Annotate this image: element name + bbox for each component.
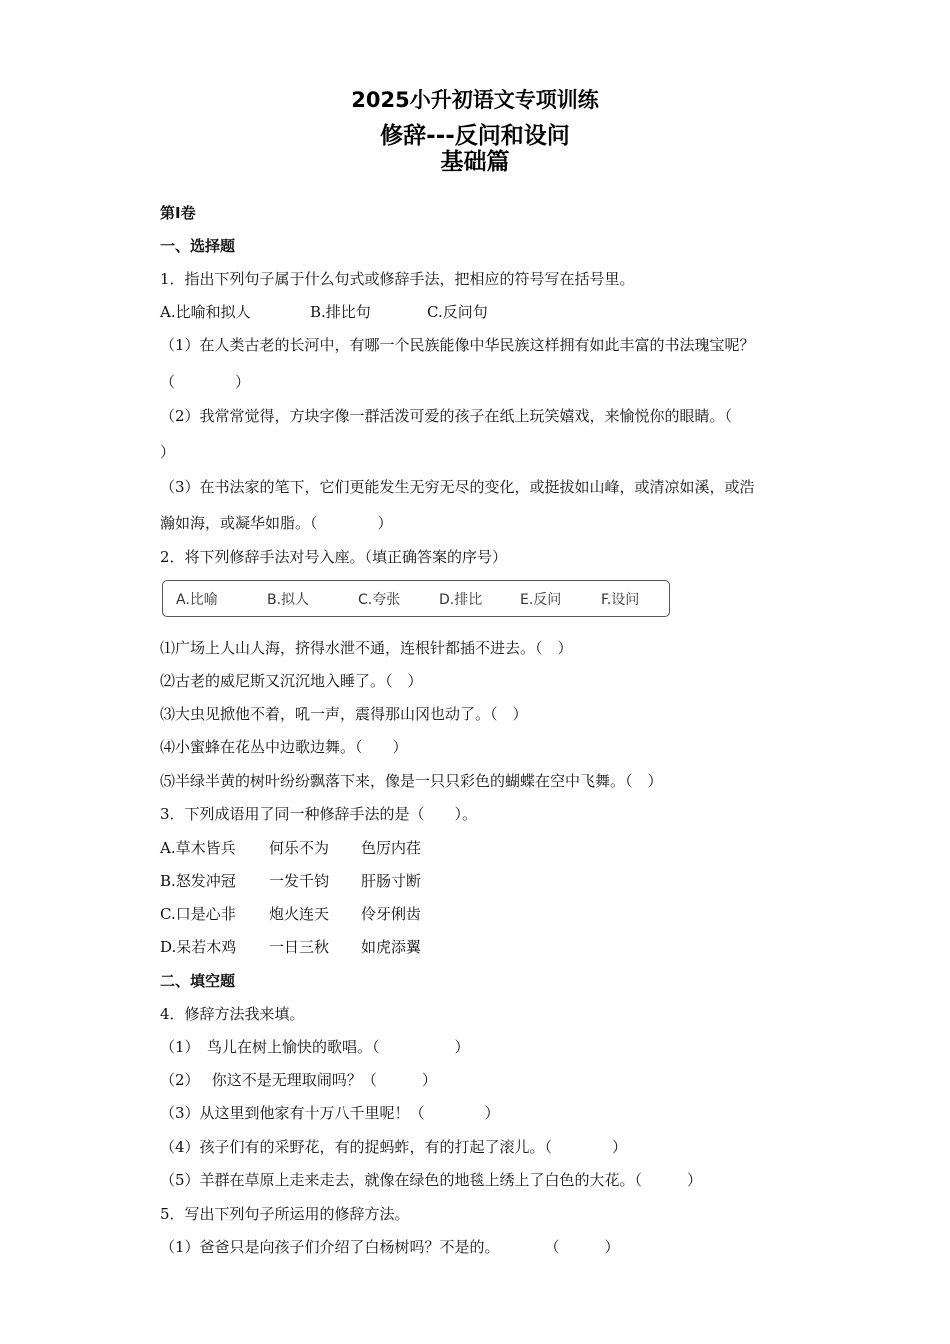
question-1-option-a: A.比喻和拟人: [160, 303, 251, 321]
question-1-stem: 1．指出下列句子属于什么句式或修辞手法，把相应的符号写在括号里。: [160, 270, 635, 288]
question-1-item-1: （1）在人类古老的长河中，有哪一个民族能像中华民族这样拥有如此丰富的书法瑰宝呢？: [160, 336, 755, 354]
options-box: [162, 580, 670, 617]
question-3-row-d-col-3: 如虎添翼: [361, 938, 422, 956]
question-3-row-b-col-1: B.怒发冲冠: [160, 872, 236, 890]
question-1-item-3: （3）在书法家的笔下，它们更能发生无穷无尽的变化，或挺拔如山峰，或清凉如溪，或浩: [160, 478, 755, 496]
question-2-stem: 2．将下列修辞手法对号入座。（填正确答案的序号）: [160, 548, 508, 566]
question-1-option-b: B.排比句: [310, 303, 371, 321]
question-3-stem: 3．下列成语用了同一种修辞手法的是（ ）。: [160, 805, 478, 823]
question-4-stem: 4．修辞方法我来填。: [160, 1005, 305, 1023]
box-option-f: F.设问: [601, 592, 640, 608]
question-4-item-3: （3）从这里到他家有十万八千里呢！（ ）: [160, 1104, 500, 1122]
question-3-row-a-col-1: A.草木皆兵: [160, 839, 236, 857]
question-1-item-2: （2）我常常觉得，方块字像一群活泼可爱的孩子在纸上玩笑嬉戏，来愉悦你的眼睛。（: [160, 407, 733, 425]
question-1-item-1-blank: （ ）: [160, 373, 251, 391]
question-2-item-1: ⑴广场上人山人海，挤得水泄不通，连根针都插不进去。（ ）: [160, 639, 573, 657]
question-5-item-1: （1）爸爸只是向孩子们介绍了白杨树吗？不是的。 （ ）: [160, 1238, 620, 1256]
document-title: 2025小升初语文专项训练: [351, 88, 599, 112]
box-option-b: B.拟人: [267, 592, 310, 608]
question-4-item-5: （5）羊群在草原上走来走去，就像在绿色的地毯上绣上了白色的大花。（ ）: [160, 1171, 703, 1189]
question-1-item-2-cont: ）: [160, 443, 176, 461]
box-option-e: E.反问: [520, 592, 562, 608]
question-2-item-3: ⑶大虫见掀他不着，吼一声，震得那山冈也动了。（ ）: [160, 705, 528, 723]
question-5-stem: 5．写出下列句子所运用的修辞方法。: [160, 1205, 410, 1223]
document-subtitle: 修辞---反问和设问: [380, 123, 570, 149]
document-level: 基础篇: [440, 149, 510, 175]
question-3-row-b-col-3: 肝肠寸断: [361, 872, 422, 890]
question-3-row-c-col-1: C.口是心非: [160, 905, 236, 923]
question-1-item-3-cont: 瀚如海，或凝华如脂。（ ）: [160, 514, 393, 532]
question-1-option-c: C.反问句: [427, 303, 488, 321]
question-2-item-5: ⑸半绿半黄的树叶纷纷飘落下来，像是一只只彩色的蝴蝶在空中飞舞。（ ）: [160, 772, 663, 790]
box-option-d: D.排比: [439, 592, 483, 608]
question-3-row-d-col-1: D.呆若木鸡: [160, 938, 237, 956]
question-3-row-a-col-3: 色厉内荏: [361, 839, 422, 857]
question-2-item-4: ⑷小蜜蜂在花丛中边歌边舞。（ ）: [160, 738, 408, 756]
question-4-item-4: （4）孩子们有的采野花，有的捉蚂蚱，有的打起了滚儿。（ ）: [160, 1138, 628, 1156]
question-3-row-c-col-2: 炮火连天: [269, 905, 330, 923]
question-3-row-d-col-2: 一日三秋: [269, 938, 330, 956]
volume-label: 第I卷: [160, 204, 196, 222]
question-3-row-b-col-2: 一发千钧: [269, 872, 330, 890]
box-option-c: C.夸张: [358, 592, 401, 608]
question-3-row-c-col-3: 伶牙俐齿: [361, 905, 422, 923]
section-heading-choice: 一、选择题: [160, 237, 236, 255]
question-4-item-2: （2） 你这不是无理取闹吗？（ ）: [160, 1071, 437, 1089]
question-4-item-1: （1） 鸟儿在树上愉快的歌唱。（ ）: [160, 1038, 470, 1056]
question-3-row-a-col-2: 何乐不为: [269, 839, 330, 857]
section-heading-fill: 二、填空题: [160, 972, 236, 990]
box-option-a: A.比喻: [176, 592, 218, 608]
question-2-item-2: ⑵古老的威尼斯又沉沉地入睡了。（ ）: [160, 672, 423, 690]
